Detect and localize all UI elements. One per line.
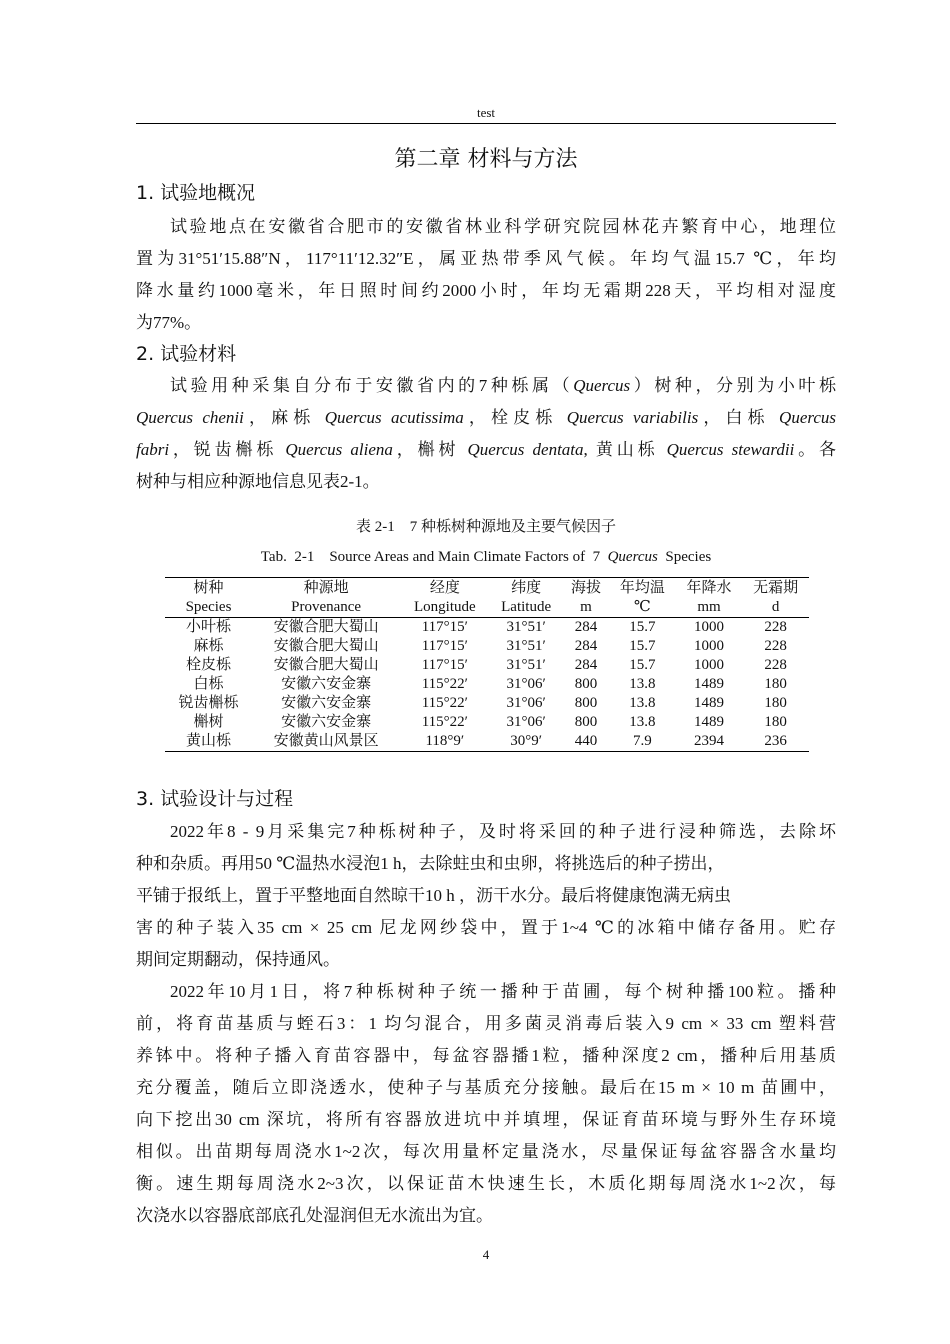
table-row — [165, 656, 809, 675]
table-header-cell: 经度 — [400, 578, 489, 599]
table-cell: 115°22′ — [421, 676, 468, 692]
section-heading-1: 1. 试验地概况 — [136, 182, 256, 204]
paragraph-line — [136, 370, 836, 402]
table-row — [165, 732, 809, 752]
paragraph-line: 2022年10月1日，将7种栎树种子统一播种于苗圃，每个树种播100粒。播种 — [170, 982, 836, 1001]
text-run: , 黄山栎 — [583, 440, 667, 459]
table-cell: 31°06′ — [506, 676, 546, 692]
italic-genus: Quercus — [573, 376, 631, 395]
table-row — [165, 694, 809, 713]
section1-paragraph — [136, 211, 836, 339]
climate-table — [165, 577, 809, 752]
table-cell: 284 — [574, 619, 598, 635]
table-cell: 13.8 — [629, 714, 656, 730]
table-cell: 15.7 — [629, 619, 656, 635]
table-row — [165, 637, 809, 656]
table-cell: 284 — [574, 638, 598, 654]
table-cell: 白栎 — [193, 676, 224, 692]
table-cell: 15.7 — [629, 657, 656, 673]
paragraph-line: 相似。出苗期每周浇水1~2次，每次用量杯定量浇水，尽量保证每盆容器含水量均 — [136, 1142, 836, 1161]
table-cell: 117°15′ — [421, 638, 468, 654]
table-cell: 284 — [574, 657, 598, 673]
table-cell: 安徽六安金寨 — [281, 695, 372, 711]
text-run: ，栓皮栎 — [463, 408, 567, 427]
paragraph-line: 平铺于报纸上，置于平整地面自然晾干10 h ，沥干水分。最后将健康饱满无病虫 — [136, 886, 731, 905]
paragraph-line: 充分覆盖，随后立即浇透水，使种子与基质充分接触。最后在15 m × 10 m 苗圃中， — [136, 1078, 836, 1097]
table-cell: 小叶栎 — [186, 619, 232, 635]
table-cell: 1000 — [694, 638, 724, 654]
text-run: ，白栎 — [698, 408, 780, 427]
table-cell: 117°15′ — [421, 657, 468, 673]
table-cell: 1000 — [694, 657, 724, 673]
paragraph-line: 次浇水以容器底部底孔处湿润但无水流出为宜。 — [136, 1206, 493, 1225]
table-row — [165, 713, 809, 732]
chapter-title: 第二章 材料与方法 — [394, 147, 578, 172]
paragraph-line: 树种与相应种源地信息见表2-1。 — [136, 472, 380, 491]
table-row — [165, 675, 809, 694]
table-cell: 安徽合肥大蜀山 — [273, 638, 379, 654]
table-cell: 1000 — [694, 619, 724, 635]
paragraph-line: 害的种子装入35 cm × 25 cm 尼龙网纱袋中，置于1~4 ℃的冰箱中储存备用。贮存 — [136, 918, 836, 937]
table-header-cell: 年均温 — [609, 578, 676, 599]
table-cell: 31°51′ — [506, 619, 546, 635]
table-header-cell: 无霜期 — [742, 578, 809, 599]
table-header-cell: 纬度 — [489, 578, 562, 599]
table-header-cell: 年降水 — [676, 578, 743, 599]
text-run: ，麻栎 — [243, 408, 325, 427]
table-cell: 440 — [563, 732, 609, 752]
paragraph-line: 2022年8 - 9月采集完7种栎树种子，及时将采回的种子进行浸种筛选，去除坏 — [170, 822, 836, 841]
table-header-cell: 种源地 — [252, 578, 400, 599]
table-cell: 180 — [764, 695, 787, 711]
text-run: 。各 — [794, 440, 837, 459]
table-cell: 115°22′ — [421, 695, 468, 711]
table-cell: 31°51′ — [506, 638, 546, 654]
species-name: Quercus — [779, 408, 837, 427]
section2-paragraph — [136, 370, 836, 498]
table-cell: 228 — [764, 657, 787, 673]
table-cell: 115°22′ — [421, 714, 468, 730]
table-cell: 15.7 — [629, 638, 656, 654]
text-run: 试验用种采集自分布于安徽省内的7种栎属（ — [170, 376, 574, 395]
table-cell: 7.9 — [609, 732, 676, 752]
text-run: ，槲树 — [392, 440, 468, 459]
table-header-row — [165, 578, 809, 599]
table-header-cell: Longitude — [400, 598, 489, 618]
table-cell: 2394 — [676, 732, 743, 752]
species-name: Quercus aliena — [285, 440, 393, 459]
table-cell: 13.8 — [629, 676, 656, 692]
section3-paragraph-1 — [136, 816, 836, 976]
table-cell: 31°06′ — [506, 714, 546, 730]
table-header-cell: 树种 — [165, 578, 252, 599]
table-cell: 118°9′ — [400, 732, 489, 752]
species-name: Quercus chenii — [136, 408, 244, 427]
paragraph-line: 为77%。 — [136, 313, 202, 332]
species-name: Quercus stewardii — [666, 440, 795, 459]
table-cell: 228 — [764, 638, 787, 654]
table-cell: 30°9′ — [489, 732, 562, 752]
table-row — [165, 618, 809, 638]
table-cell: 236 — [742, 732, 809, 752]
text-run: ，锐齿槲栎 — [169, 440, 286, 459]
table-cell: 1489 — [694, 714, 724, 730]
page-number: 4 — [482, 1247, 490, 1262]
species-name: Quercus variabilis — [566, 408, 699, 427]
paragraph-line: 向下挖出30 cm 深坑，将所有容器放进坑中并填埋，保证育苗环境与野外生存环境 — [136, 1110, 836, 1129]
paragraph-line: 降水量约1000毫米，年日照时间约2000小时，年均无霜期228天，平均相对湿度 — [136, 281, 836, 300]
running-header: test — [476, 105, 496, 120]
paragraph-line — [136, 434, 836, 466]
table-cell: 228 — [764, 619, 787, 635]
paragraph-line: 期间定期翻动，保持通风。 — [136, 950, 340, 969]
paragraph-line: 置为31°51′15.88″N，117°11′12.32″E，属亚热带季风气候。年均气温15.7 ℃，年均 — [136, 249, 836, 268]
table-cell: 180 — [764, 714, 787, 730]
table-cell: 安徽六安金寨 — [281, 714, 372, 730]
table-cell: 1489 — [694, 676, 724, 692]
table-cell: 800 — [574, 714, 598, 730]
text-run: Tab. 2-1 Source Areas and Main Climate Factors of 7 — [260, 549, 608, 565]
table-header-cell: ℃ — [609, 598, 676, 618]
table-cell: 安徽合肥大蜀山 — [273, 657, 379, 673]
paragraph-line: 种和杂质。再用50 ℃温热水浸泡1 h，去除蛀虫和虫卵，将挑选后的种子捞出， — [136, 854, 725, 873]
table-cell: 13.8 — [629, 695, 656, 711]
table-cell: 锐齿槲栎 — [178, 695, 239, 711]
table-cell: 1489 — [694, 695, 724, 711]
paragraph-line: 前，将育苗基质与蛭石3：1 均匀混合，用多菌灵消毒后装入9 cm × 33 cm 塑料营 — [136, 1014, 836, 1033]
table-cell: 800 — [574, 676, 598, 692]
table-cell: 槲树 — [193, 714, 224, 730]
section-heading-3: 3. 试验设计与过程 — [136, 788, 294, 810]
table-header-cell: Species — [165, 598, 252, 618]
section3-paragraph-2 — [136, 976, 836, 1232]
text-run: Species — [657, 549, 712, 565]
header-rule — [136, 123, 836, 124]
table-caption-cn: 表 2-1 7 种栎树种源地及主要气候因子 — [356, 519, 616, 535]
table-cell: 安徽黄山风景区 — [252, 732, 400, 752]
table-cell: 栓皮栎 — [186, 657, 232, 673]
species-name: fabri — [136, 440, 170, 459]
table-cell: 黄山栎 — [165, 732, 252, 752]
table-cell: 31°51′ — [506, 657, 546, 673]
table-caption-en — [136, 547, 836, 567]
species-name: Quercus dentata — [467, 440, 584, 459]
table-cell: 安徽六安金寨 — [281, 676, 372, 692]
table-header-cell: mm — [676, 598, 743, 618]
section-heading-2: 2. 试验材料 — [136, 343, 237, 365]
table-header-cell: Latitude — [489, 598, 562, 618]
table-header-cell: Provenance — [252, 598, 400, 618]
table-header-cell: 海拔 — [563, 578, 609, 599]
table-cell: 117°15′ — [421, 619, 468, 635]
italic-genus: Quercus — [607, 549, 658, 565]
paragraph-line: 试验地点在安徽省合肥市的安徽省林业科学研究院园林花卉繁育中心，地理位 — [170, 217, 836, 236]
table-header-cell: d — [742, 598, 809, 618]
text-run: ）树种，分别为小叶栎 — [630, 376, 836, 395]
table-cell: 180 — [764, 676, 787, 692]
table-cell: 麻栎 — [193, 638, 224, 654]
table-header-row — [165, 598, 809, 618]
paragraph-line — [136, 402, 836, 434]
table-cell: 800 — [574, 695, 598, 711]
table-cell: 31°06′ — [506, 695, 546, 711]
table-cell: 安徽合肥大蜀山 — [273, 619, 379, 635]
paragraph-line: 养钵中。将种子播入育苗容器中，每盆容器播1粒，播种深度2 cm，播种后用基质 — [136, 1046, 836, 1065]
paragraph-line: 衡。速生期每周浇水2~3次，以保证苗木快速生长，木质化期每周浇水1~2次，每 — [136, 1174, 836, 1193]
table-header-cell: m — [563, 598, 609, 618]
species-name: Quercus acutissima — [324, 408, 464, 427]
